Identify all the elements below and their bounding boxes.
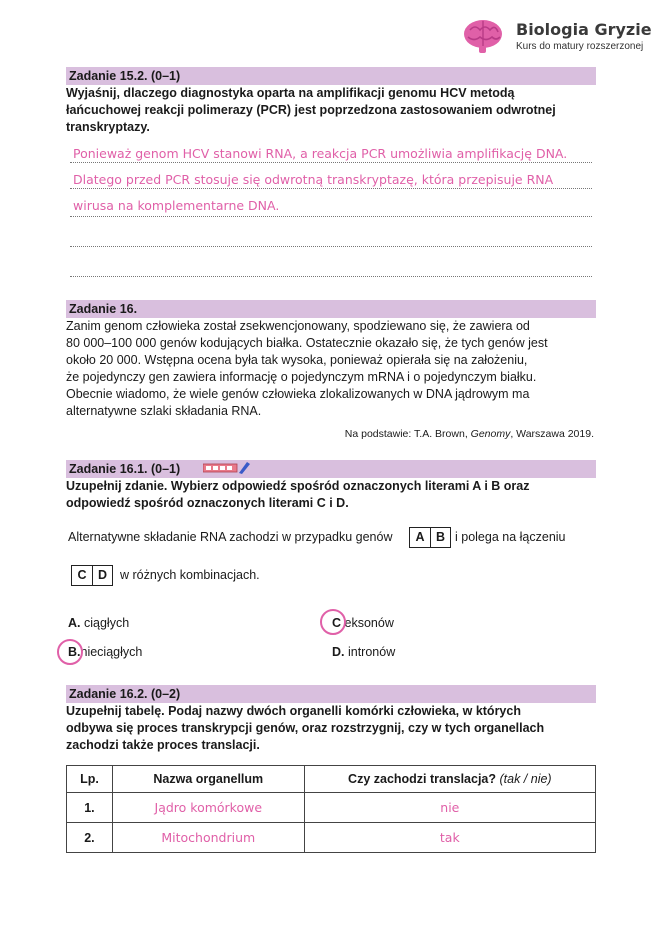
header-translation [304, 766, 595, 793]
row-translation[interactable]: tak [304, 823, 595, 853]
brand-subtitle: Kurs do matury rozszerzonej [516, 41, 644, 52]
answer-box-ab[interactable] [409, 527, 451, 548]
answer-dotted-line [70, 161, 592, 163]
selected-circle-c [320, 609, 346, 635]
row-organelle[interactable]: Jądro komórkowe [112, 793, 304, 823]
option-text: intronów [347, 645, 396, 659]
task-15-2-header: Zadanie 15.2. (0–1) [66, 67, 596, 85]
option-letter: B. [68, 645, 81, 659]
sentence-part-3: w różnych kombinacjach. [120, 568, 260, 582]
header-organelle: Nazwa organellum [112, 766, 304, 793]
row-lp: 2. [67, 823, 113, 853]
option-letter: D. [332, 645, 345, 659]
row-translation[interactable]: nie [304, 793, 595, 823]
pencil-icon [203, 461, 251, 475]
question-line: Uzupełnij zdanie. Wybierz odpowiedź spośród oznaczonych literami A i B oraz [66, 479, 530, 493]
text-line: że pojedynczy gen zawiera informację o pojedynczym mRNA i o pojedynczym białku. [66, 370, 537, 384]
task-15-2-question [66, 85, 598, 136]
source-suffix: , Warszawa 2019. [510, 428, 594, 440]
source-prefix: Na podstawie: T.A. Brown, [344, 428, 471, 440]
text-line: alternatywne szlaki składania RNA. [66, 404, 262, 418]
table-row [67, 823, 596, 853]
sentence-part-2: i polega na łączeniu [455, 530, 566, 544]
answer-line-3: wirusa na komplementarne DNA. [73, 198, 280, 213]
question-line: zachodzi także proces translacji. [66, 738, 260, 752]
source-citation [345, 428, 594, 440]
answer-dotted-line [70, 215, 592, 217]
source-title: Genomy [470, 428, 511, 440]
header-lp: Lp. [67, 766, 113, 793]
box-option-d[interactable]: D [92, 566, 112, 585]
task-16-2-header: Zadanie 16.2. (0–2) [66, 685, 596, 703]
selected-circle-b [57, 639, 83, 665]
option-text: ciągłych [83, 616, 130, 630]
answer-box-cd[interactable] [71, 565, 113, 586]
table-row [67, 793, 596, 823]
box-option-c[interactable]: C [77, 568, 87, 582]
box-option-a[interactable]: A [415, 530, 425, 544]
answer-dotted-line [70, 245, 592, 247]
header-translation-text: Czy zachodzi translacja? [348, 772, 500, 786]
text-line: Zanim genom człowieka został zsekwencjonowany, spodziewano się, że zawiera od [66, 319, 530, 333]
organelle-table [66, 765, 596, 853]
task-16-header: Zadanie 16. [66, 300, 596, 318]
sentence-part-1: Alternatywne składanie RNA zachodzi w przypadku genów [68, 530, 393, 544]
option-a[interactable] [68, 616, 129, 630]
option-d[interactable] [332, 645, 395, 659]
answer-line-2: Dlatego przed PCR stosuje się odwrotną transkryptazę, która przepisuje RNA [73, 172, 554, 187]
option-letter: A. [68, 616, 81, 630]
option-text: nieciągłych [80, 645, 143, 659]
answer-dotted-line [70, 275, 592, 277]
box-option-b[interactable]: B [430, 528, 450, 547]
answer-line-1: Ponieważ genom HCV stanowi RNA, a reakcja PCR umożliwia amplifikację DNA. [73, 146, 568, 161]
row-organelle[interactable]: Mitochondrium [112, 823, 304, 853]
table-header-row [67, 766, 596, 793]
task-16-1-header: Zadanie 16.1. (0–1) [66, 460, 596, 478]
brand-header [462, 18, 662, 58]
question-line: odpowiedź spośród oznaczonych literami C i D. [66, 496, 349, 510]
header-translation-options: (tak / nie) [499, 772, 552, 786]
task-16-text [66, 318, 598, 420]
question-line: Uzupełnij tabelę. Podaj nazwy dwóch organelli komórki człowieka, w których [66, 704, 521, 718]
text-line: około 20 000. Wstępna ocena była tak wysoka, ponieważ opierała się na założeniu, [66, 353, 528, 367]
brain-logo-icon [462, 18, 504, 54]
question-line: Wyjaśnij, dlaczego diagnostyka oparta na amplifikacji genomu HCV metodą [66, 86, 515, 100]
row-lp: 1. [67, 793, 113, 823]
text-line: 80 000–100 000 genów kodujących białka. Ostatecznie okazało się, że tych genów jest [66, 336, 548, 350]
option-text: eksonów [344, 616, 394, 630]
question-line: transkryptazy. [66, 120, 150, 134]
task-16-2-question [66, 703, 598, 754]
task-16-1-question [66, 478, 598, 512]
question-line: łańcuchowej reakcji polimerazy (PCR) jest poprzedzona zastosowaniem odwrotnej [66, 103, 556, 117]
question-line: odbywa się proces transkrypcji genów, oraz rozstrzygnij, czy w tych organellach [66, 721, 545, 735]
answer-dotted-line [70, 187, 592, 189]
option-letter: C [332, 616, 342, 630]
text-line: Obecnie wiadomo, że wiele genów człowieka zlokalizowanych w DNA jądrowym ma [66, 387, 530, 401]
brand-name: Biologia Gryzie [516, 20, 652, 39]
